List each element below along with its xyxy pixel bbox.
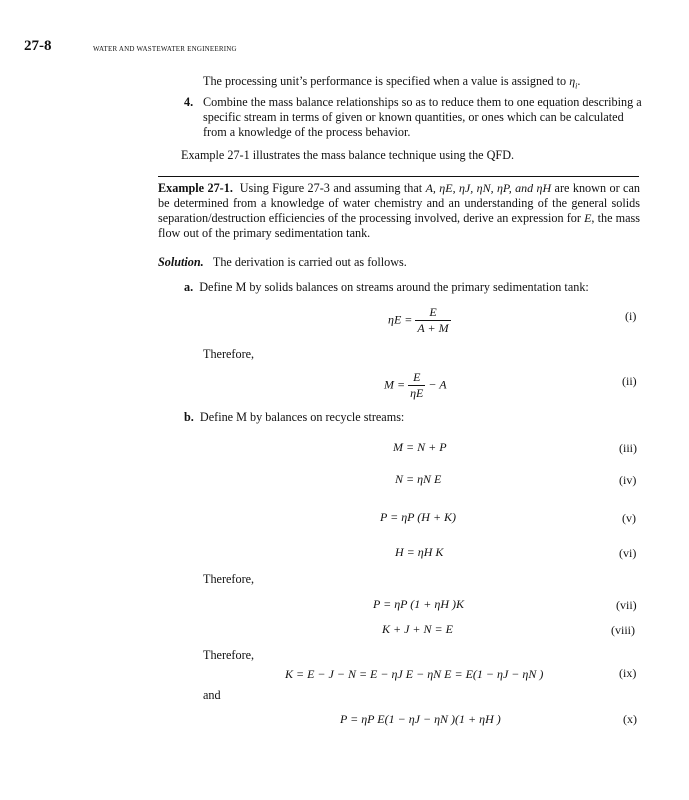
equation-tag-iv: (iv) [619, 473, 637, 487]
therefore-2: Therefore, [203, 572, 255, 586]
therefore-1: Therefore, [203, 347, 255, 361]
equation-tag-x: (x) [623, 712, 637, 726]
example-reference: Example 27-1 illustrates the mass balance technique using the QFD. [181, 148, 515, 162]
equation-viii: K + J + N = E [382, 622, 453, 636]
equation-v: P = ηP (H + K) [380, 510, 457, 524]
intro-line: The processing unit’s performance is specified when a value is assigned to $\eta_i$. [203, 74, 581, 91]
equation-ix: K = E − J − N = E − ηJ E − ηN E = E(1 − ηJ − ηN ) [285, 667, 544, 681]
step-4-number: 4. [184, 95, 194, 109]
equation-ii: M = $\frac{E}{\eta E}$ − A [384, 370, 447, 400]
example-top-rule [158, 176, 639, 177]
solution-label: Solution. [158, 255, 204, 269]
page-number: 27-8 [24, 38, 52, 54]
and-word: and [203, 688, 221, 702]
equation-tag-vii: (vii) [616, 598, 637, 612]
equation-tag-viii: (viii) [611, 623, 635, 637]
step-b: b. Define M by balances on recycle streams: [184, 410, 405, 424]
solution-intro: Solution. The derivation is carried out as follows. [158, 255, 407, 269]
step-4-text: Combine the mass balance relationships so as to reduce them to one equation describing a specific stream in terms of given or known quantities, or ones which can be calculated from a knowledge of the process behavior. [203, 95, 642, 139]
equation-tag-iii: (iii) [619, 441, 637, 455]
equation-tag-ii: (ii) [622, 374, 637, 388]
therefore-3: Therefore, [203, 648, 255, 662]
example-heading: Example 27-1. [158, 181, 233, 195]
equation-tag-i: (i) [625, 309, 637, 323]
equation-i: ηE = $\frac{E}{A + M}$ [388, 305, 449, 335]
equation-tag-vi: (vi) [619, 546, 637, 560]
running-title: WATER AND WASTEWATER ENGINEERING [93, 45, 237, 53]
equation-tag-v: (v) [622, 511, 636, 525]
example-statement: Example 27-1. Using Figure 27-3 and assuming that A, ηE, ηJ, ηN, ηP, and ηH are known or can be determined from a knowledge of water chemistry and an understanding of the general solids separation/destruction efficiencies of the processing involved, derive an expression for E, the mass flow out of the primary sedimentation tank. [158, 181, 641, 240]
equation-iii: M = N + P [393, 440, 447, 454]
step-a: a. Define M by solids balances on streams around the primary sedimentation tank: [184, 280, 589, 294]
equation-x: P = ηP E(1 − ηJ − ηN )(1 + ηH ) [340, 712, 501, 726]
equation-vii: P = ηP (1 + ηH )K [373, 597, 464, 611]
equation-iv: N = ηN E [395, 472, 442, 486]
equation-tag-ix: (ix) [619, 666, 637, 680]
equation-vi: H = ηH K [395, 545, 444, 559]
